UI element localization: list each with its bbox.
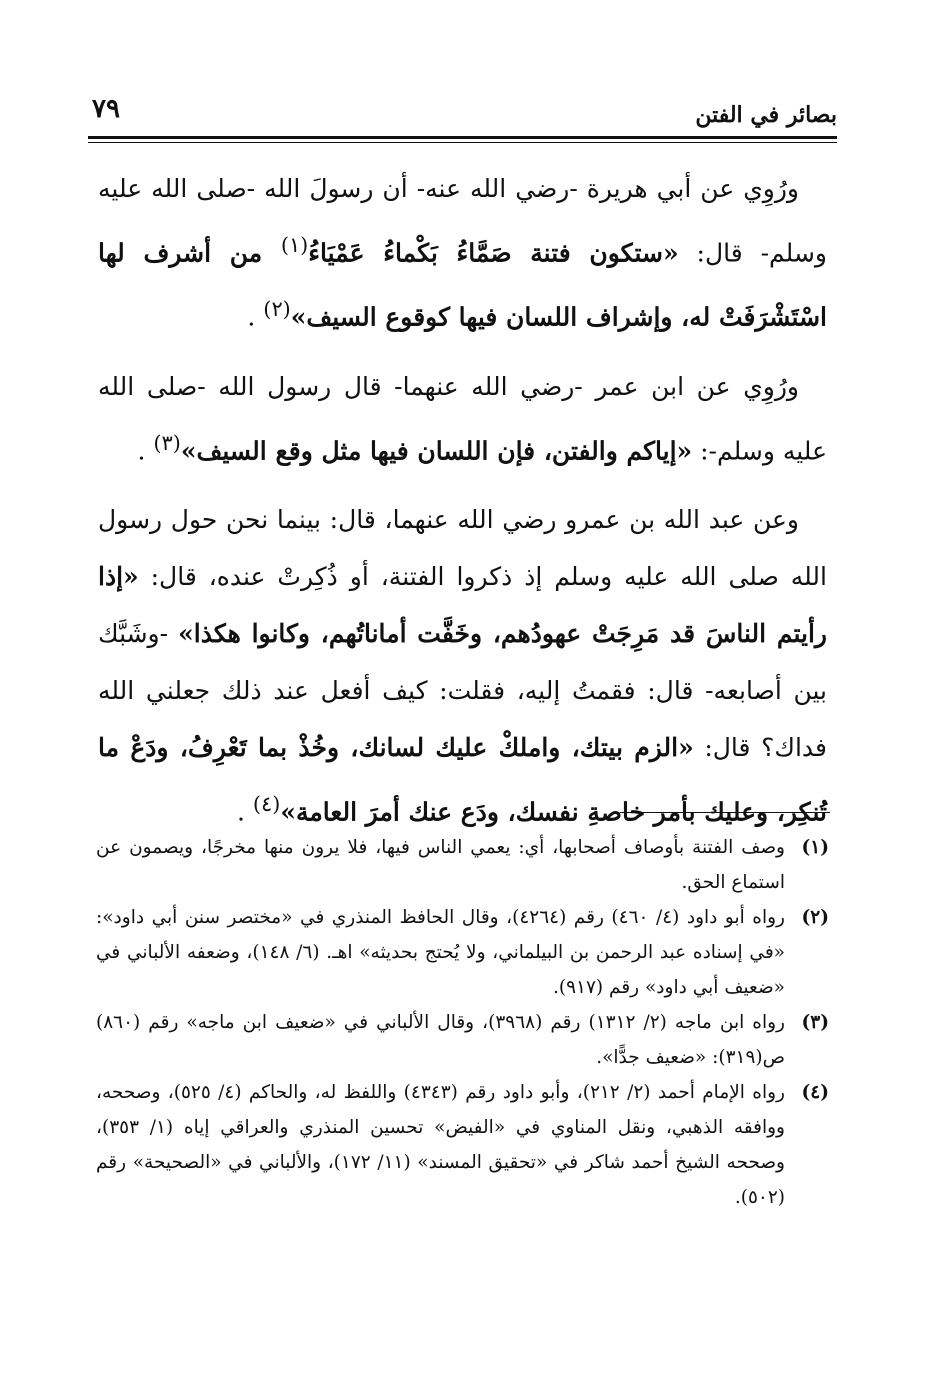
footnote-ref-2: (٢) <box>263 297 291 322</box>
footnote-number: (١) <box>801 837 829 858</box>
footnote-text: رواه ابن ماجه (٢/ ١٣١٢) رقم (٣٩٦٨)، وقال الألباني في «ضعيف ابن ماجه» رقم (٨٦٠) ص(٣١٩): «ضعيف جدًّا». <box>96 1012 785 1068</box>
paragraph-2-tail: . <box>137 435 154 465</box>
footnote-separator <box>620 812 830 813</box>
footnote <box>96 900 829 1005</box>
paragraph-3-tail: . <box>236 797 253 827</box>
footnote-text: رواه أبو داود (٤/ ٤٦٠) رقم (٤٢٦٤)، وقال الحافظ المنذري في «مختصر سنن أبي داود»: «في إسناده عبد الرحمن بن البيلماني، ولا يُحتج بحديثه» اهـ. (٦/ ١٤٨)، وضعفه الألباني في «ضعيف أبي داود» رقم (٩١٧). <box>96 907 785 998</box>
paragraph-1-tail: . <box>247 302 264 332</box>
footnote-ref-3: (٣) <box>153 430 181 455</box>
footnote-number: (٢) <box>801 907 829 928</box>
footnote-number: (٤) <box>801 1082 829 1103</box>
paragraph-3-quote: «إذا رأيتم الناسَ قد مَرِجَتْ عهودُهم، وخَفَّت أماناتُهم، وكانوا هكذا» <box>98 561 828 648</box>
footnote-text: وصف الفتنة بأوصاف أصحابها، أي: يعمي الناس فيها، فلا يرون منها مخرجًا، ويصمون عن استماع الحق. <box>96 837 785 893</box>
page-number: ٧٩ <box>92 94 120 124</box>
paragraph-1 <box>98 160 827 346</box>
header-rule <box>88 136 837 139</box>
paragraph-3 <box>98 491 827 840</box>
paragraph-3-quote-2: «الزم بيتك، واملكْ عليك لسانك، وخُذْ بما تَعْرِفُ، ودَعْ ما تُنكِر، وعليك بأمر خاصةِ نفسك، ودَع عنك أمرَ العامة» <box>98 732 827 827</box>
paragraph-2 <box>98 358 827 479</box>
footnote <box>96 830 829 900</box>
footnote-text: رواه الإمام أحمد (٢/ ٢١٢)، وأبو داود رقم (٤٣٤٣) واللفظ له، والحاكم (٤/ ٥٢٥)، وصححه، ووافقه الذهبي، ونقل المناوي في «الفيض» تحسين المنذري والعراقي إياه (١/ ٣٥٣)، وصححه الشيخ أحمد شاكر في «تحقيق المسند» (١١/ ١٧٢)، والألباني في «الصحيحة» رقم (٥٠٢). <box>96 1082 785 1208</box>
footnote-ref-1: (١) <box>280 233 309 257</box>
paragraph-2-quote: «إياكم والفتن، فإن اللسان فيها مثل وقع السيف» <box>180 435 693 465</box>
footnote-ref-4: (٤) <box>252 791 281 816</box>
paragraph-1-quote-2: من أشرف لها اسْتَشْرَفَتْ له، وإشراف اللسان فيها كوقوع السيف» <box>98 238 827 332</box>
paragraph-1-lead: ورُوِي عن أبي هريرة -رضي الله عنه- أن رسولَ الله -صلى الله عليه وسلم- قال: <box>98 174 827 268</box>
footnote-number: (٣) <box>801 1012 829 1033</box>
paragraph-2-lead: ورُوِي عن ابن عمر -رضي الله عنهما- قال رسول الله -صلى الله عليه وسلم-: <box>98 371 827 465</box>
footnotes <box>96 830 829 1215</box>
running-title: بصائر في الفتن <box>695 102 837 128</box>
footnote <box>96 1075 829 1215</box>
footnote <box>96 1005 829 1075</box>
header-rule-thin <box>88 142 837 143</box>
paragraph-3-lead: وعن عبد الله بن عمرو رضي الله عنهما، قال: بينما نحن حول رسول الله صلى الله عليه وسلم إذ ذكروا الفتنة، أو ذُكِرتْ عنده، قال: <box>98 504 827 591</box>
paragraph-1-quote: «ستكون فتنة صَمَّاءُ بَكْماءُ عَمْيَاءُ <box>308 238 679 268</box>
paragraph-3-mid: -وشَبَّك بين أصابعه- قال: فقمتُ إليه، فقلت: كيف أفعل عند ذلك جعلني الله فداك؟ قال: <box>98 618 827 762</box>
page-header <box>88 88 837 136</box>
main-text <box>98 160 827 852</box>
